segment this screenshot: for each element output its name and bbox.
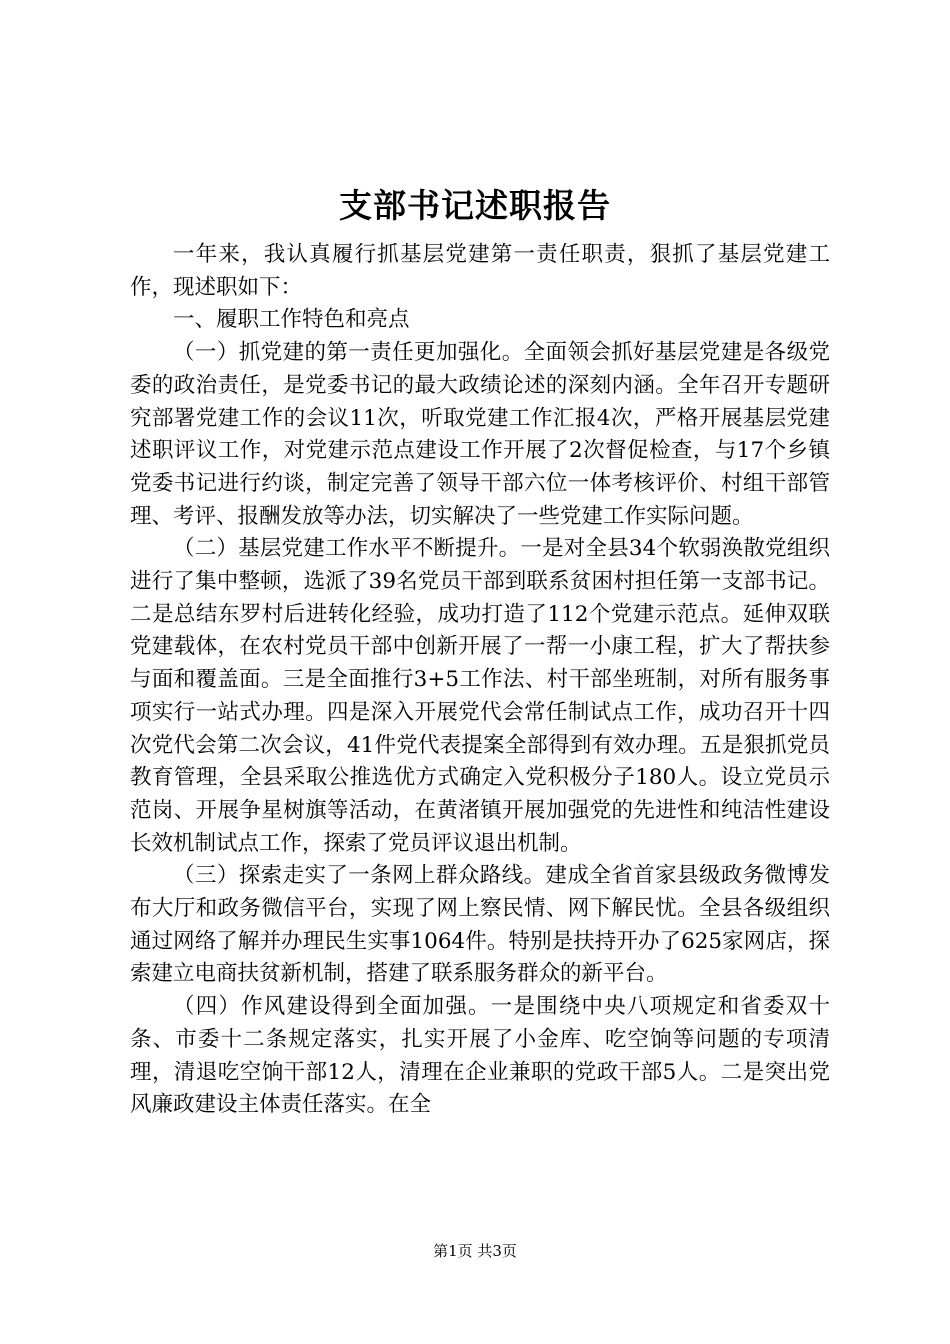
paragraph-intro: 一年来，我认真履行抓基层党建第一责任职责，狠抓了基层党建工作，现述职如下：	[130, 242, 830, 300]
paragraph-item-1: （一）抓党建的第一责任更加强化。全面领会抓好基层党建是各级党委的政治责任，是党委书记的最大政绩论述的深刻内涵。全年召开专题研究部署党建工作的会议11次，听取党建工作汇报4次，严格开展基层党建述职评议工作，对党建示范点建设工作开展了2次督促检查，与17个乡镇党委书记进行约谈，制定完善了领导干部六位一体考核评价、村组干部管理、考评、报酬发放等办法，切实解决了一些党建工作实际问题。	[130, 340, 830, 529]
paragraph-item-3: （三）探索走实了一条网上群众路线。建成全省首家县级政务微博发布大厅和政务微信平台，实现了网上察民情、网下解民忧。全县各级组织通过网络了解并办理民生实事1064件。特别是扶持开办了625家网店，探索建立电商扶贫新机制，搭建了联系服务群众的新平台。	[130, 863, 830, 987]
page-footer: 第1页 共3页	[433, 1242, 517, 1260]
document-title: 支部书记述职报告	[339, 186, 611, 225]
paragraph-item-2: （二）基层党建工作水平不断提升。一是对全县34个软弱涣散党组织进行了集中整顿，选派了39名党员干部到联系贫困村担任第一支部书记。二是总结东罗村后进转化经验，成功打造了112个党建示范点。延伸双联党建载体，在农村党员干部中创新开展了一帮一小康工程，扩大了帮扶参与面和覆盖面。三是全面推行3+5工作法、村干部坐班制，对所有服务事项实行一站式办理。四是深入开展党代会常任制试点工作，成功召开十四次党代会第二次会议，41件党代表提案全部得到有效办理。五是狠抓党员教育管理，全县采取公推选优方式确定入党积极分子180人。设立党员示范岗、开展争星树旗等活动，在黄渚镇开展加强党的先进性和纯洁性建设长效机制试点工作，探索了党员评议退出机制。	[130, 536, 830, 856]
document-body	[130, 239, 830, 1122]
section-heading: 一、履职工作特色和亮点	[173, 307, 410, 333]
paragraph-item-4: （四）作风建设得到全面加强。一是围绕中央八项规定和省委双十条、市委十二条规定落实，扎实开展了小金库、吃空饷等问题的专项清理，清退吃空饷干部12人，清理在企业兼职的党政干部5人。二是突出党风廉政建设主体责任落实。在全	[130, 994, 830, 1118]
